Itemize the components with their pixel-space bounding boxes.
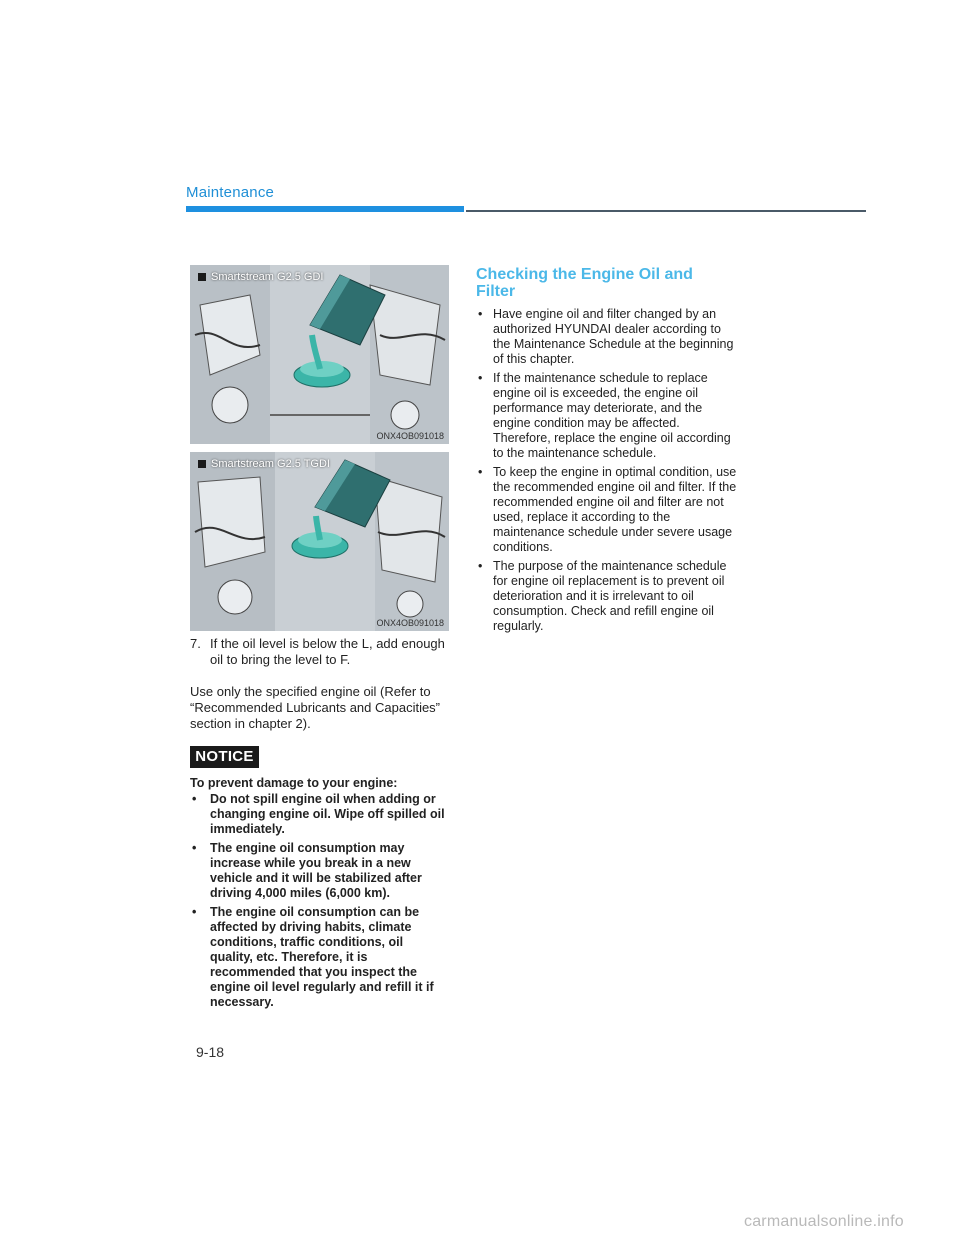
watermark[interactable]: carmanualsonline.info	[744, 1213, 904, 1230]
notice-badge: NOTICE	[190, 746, 259, 768]
list-item-text: If the maintenance schedule to replace engine oil is exceeded, the engine oil performance may deteriorate, and the engine condition may be affected. Therefore, replace the engine oil according to the maintenance schedule.	[493, 371, 731, 460]
list-item	[476, 371, 738, 461]
figure-label-text: Smartstream G2.5 GDI	[211, 271, 324, 283]
header-rule-accent	[186, 206, 464, 212]
engine-figure-gdi	[190, 265, 449, 444]
header-rule	[466, 210, 866, 212]
page-number: 9-18	[196, 1044, 225, 1060]
list-item-text: Have engine oil and filter changed by an authorized HYUNDAI dealer according to the Maintenance Schedule at the beginning of this chapter.	[493, 307, 734, 366]
figure-label	[198, 271, 323, 283]
notice-item-text: Do not spill engine oil when adding or changing engine oil. Wipe off spilled oil immediately.	[210, 792, 445, 836]
section-heading: Checking the Engine Oil and Filter	[476, 266, 693, 300]
engine-figure-tgdi	[190, 452, 449, 631]
maintenance-list	[476, 307, 738, 638]
figure-label	[198, 458, 330, 470]
notice-item-text: The engine oil consumption can be affected by driving habits, climate conditions, traffic conditions, oil quality, etc. Therefore, it is recommended that you inspect the engine oil level regularly and refill it if necessary.	[210, 905, 434, 1009]
engine-illustration	[190, 452, 449, 631]
square-bullet-icon	[198, 460, 206, 468]
list-item	[476, 307, 738, 367]
list-item	[476, 559, 738, 634]
bullet-icon: •	[192, 905, 197, 919]
figure-label-text: Smartstream G2.5 TGDI	[211, 458, 330, 470]
bullet-icon: •	[192, 792, 197, 806]
square-bullet-icon	[198, 273, 206, 281]
notice-item	[190, 905, 446, 1010]
step-number: 7.	[190, 636, 201, 651]
notice-item	[190, 841, 446, 901]
notice-heading: To prevent damage to your engine:	[190, 776, 398, 790]
notice-list	[190, 792, 446, 1014]
bullet-icon: •	[478, 307, 483, 321]
bullet-icon: •	[478, 465, 483, 479]
step-item	[190, 636, 452, 668]
step-text: If the oil level is below the L, add enough oil to bring the level to F.	[210, 636, 445, 667]
section-title: Maintenance	[186, 184, 275, 201]
engine-illustration	[190, 265, 449, 444]
notice-item	[190, 792, 446, 837]
bullet-icon: •	[478, 371, 483, 385]
list-item	[476, 465, 738, 555]
figure-code: ONX4OB091018	[376, 431, 444, 441]
figure-code: ONX4OB091018	[376, 618, 444, 628]
list-item-text: To keep the engine in optimal condition, use the recommended engine oil and filter. If the recommended engine oil and filter are not used, replace it according to the maintenance schedule under severe usage conditions.	[493, 465, 737, 554]
list-item-text: The purpose of the maintenance schedule for engine oil replacement is to prevent oil deterioration and it is irrelevant to oil consumption. Check and refill engine oil regularly.	[493, 559, 727, 633]
notice-item-text: The engine oil consumption may increase while you break in a new vehicle and it will be stabilized after driving 4,000 miles (6,000 km).	[210, 841, 422, 900]
body-paragraph: Use only the specified engine oil (Refer to “Recommended Lubricants and Capacities” section in chapter 2).	[190, 684, 441, 731]
bullet-icon: •	[192, 841, 197, 855]
bullet-icon: •	[478, 559, 483, 573]
